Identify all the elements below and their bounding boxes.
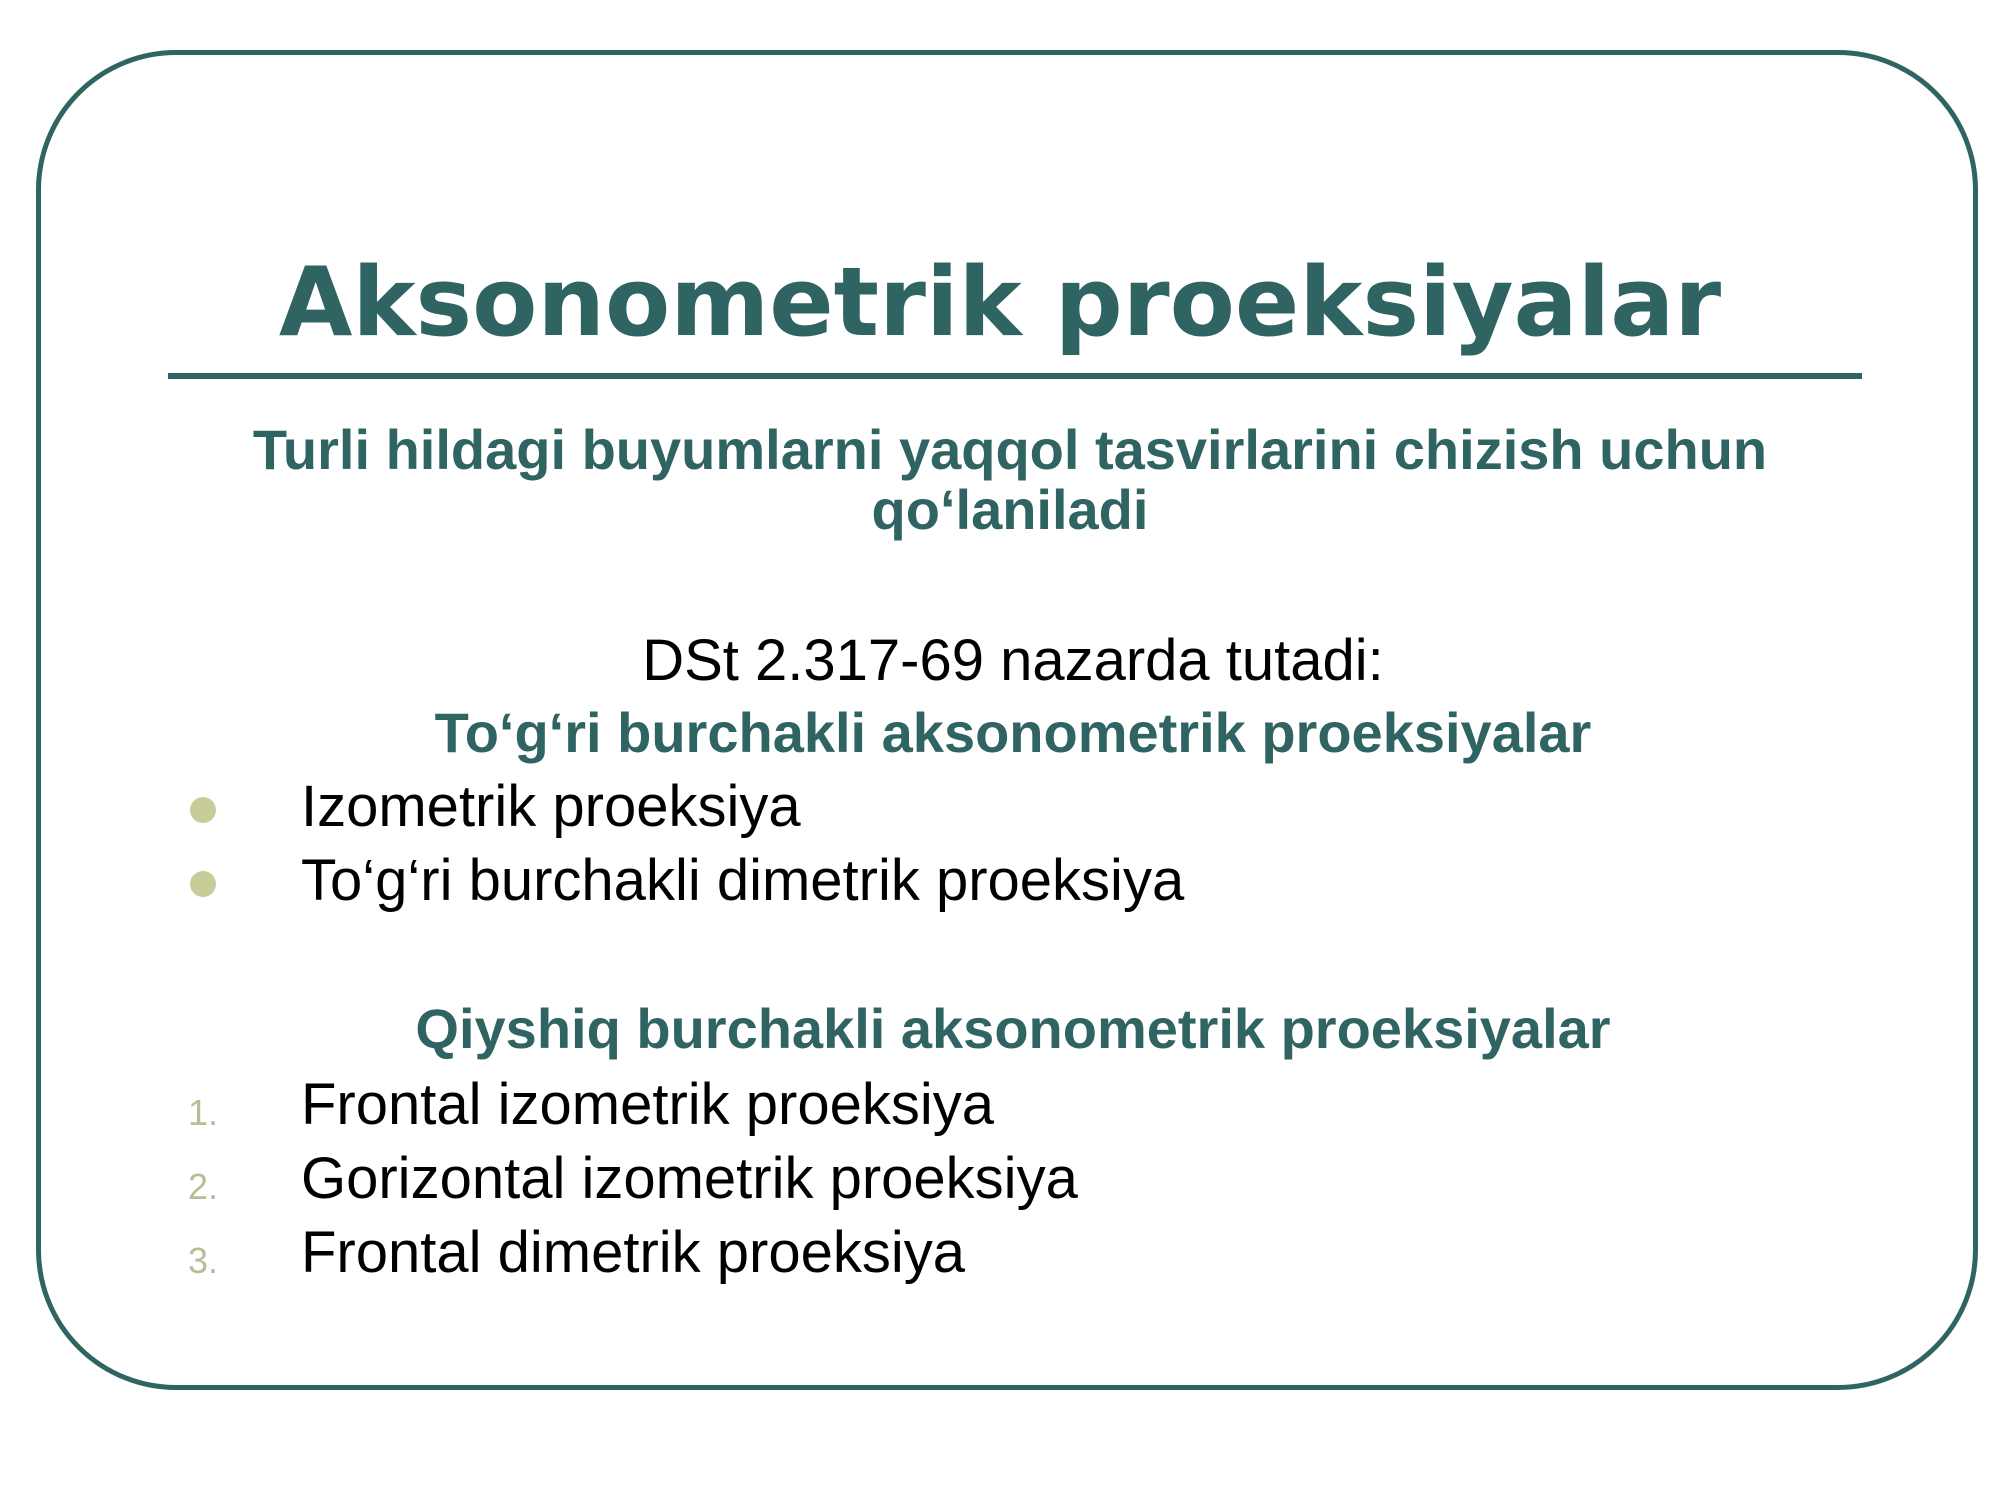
- list-item-text: Frontal izometrik proeksiya: [301, 1072, 994, 1137]
- list-number: 3.: [188, 1240, 219, 1281]
- bullet-dot-icon: [190, 871, 216, 897]
- list-number: 2.: [188, 1166, 219, 1207]
- standard-reference: DSt 2.317-69 nazarda tutadi:: [642, 628, 1384, 693]
- bullet-dot-icon: [190, 797, 216, 823]
- list-item-text: Frontal dimetrik proeksiya: [301, 1220, 965, 1285]
- title-divider: [168, 373, 1862, 379]
- list-number: 1.: [188, 1092, 219, 1133]
- slide-subtitle: Turli hildagi buyumlarni yaqqol tasvirlarini chizish uchun qo‘laniladi: [252, 418, 1768, 541]
- slide-title: Aksonometrik proeksiyalar: [278, 248, 1722, 358]
- group-heading-oblique: Qiyshiq burchakli aksonometrik proeksiyalar: [415, 997, 1611, 1060]
- list-item-text: Gorizontal izometrik proeksiya: [301, 1146, 1078, 1211]
- list-item-text: Izometrik proeksiya: [301, 774, 801, 839]
- group-heading-right-angle: To‘g‘ri burchakli aksonometrik proeksiyalar: [434, 701, 1592, 764]
- list-item-text: To‘g‘ri burchakli dimetrik proeksiya: [301, 848, 1185, 913]
